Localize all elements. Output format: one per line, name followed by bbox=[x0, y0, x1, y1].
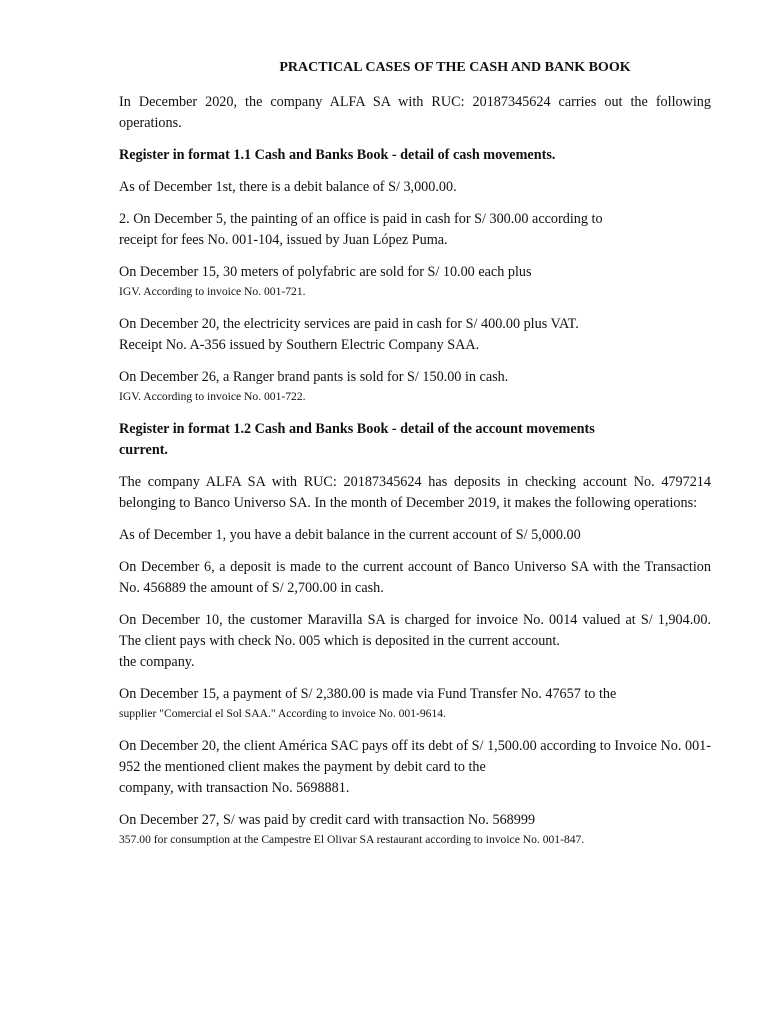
section2-intro: The company ALFA SA with RUC: 20187345624 has deposits in checking account No. 4797214 belonging to Banco Universo SA. In the month of December 2019, it makes the following operations: bbox=[119, 474, 711, 511]
section2-item-5-text: On December 20, the client América SAC pays off its debt of S/ 1,500.00 according to Invoice No. 001-952 the mentioned client makes the payment by debit card to the bbox=[119, 738, 711, 775]
section2-item-5 bbox=[119, 736, 711, 799]
section1-item-3 bbox=[119, 262, 711, 300]
section1-item-1: As of December 1st, there is a debit balance of S/ 3,000.00. bbox=[119, 179, 457, 195]
intro-paragraph: In December 2020, the company ALFA SA with RUC: 20187345624 carries out the following operations. bbox=[119, 94, 711, 131]
document-page bbox=[119, 58, 711, 848]
section2-item-5-tail: company, with transaction No. 5698881. bbox=[119, 780, 350, 796]
section2-item-1: As of December 1, you have a debit balance in the current account of S/ 5,000.00 bbox=[119, 527, 581, 543]
section2-item-2: On December 6, a deposit is made to the current account of Banco Universo SA with the Transaction No. 456889 the amount of S/ 2,700.00 in cash. bbox=[119, 559, 711, 596]
section1-item-4 bbox=[119, 314, 711, 356]
section2-heading-line1: Register in format 1.2 Cash and Banks Book - detail of the account movements bbox=[119, 421, 595, 437]
section2-item-4-line1: On December 15, a payment of S/ 2,380.00 is made via Fund Transfer No. 47657 to the bbox=[119, 686, 617, 702]
section2-item-4 bbox=[119, 684, 711, 722]
section1-item-4-line2: Receipt No. A-356 issued by Southern Electric Company SAA. bbox=[119, 337, 480, 353]
section1-heading: Register in format 1.1 Cash and Banks Book - detail of cash movements. bbox=[119, 147, 556, 163]
section2-item-6-line2: 357.00 for consumption at the Campestre El Olivar SA restaurant according to invoice No. 001-847. bbox=[119, 833, 585, 846]
section2-heading bbox=[119, 419, 711, 461]
section2-item-3-text: On December 10, the customer Maravilla SA is charged for invoice No. 0014 valued at S/ 1,904.00. The client pays with check No. 005 which is deposited in the current account. bbox=[119, 612, 711, 649]
section1-item-2-line2: receipt for fees No. 001-104, issued by Juan López Puma. bbox=[119, 232, 448, 248]
section1-item-5-line2: IGV. According to invoice No. 001-722. bbox=[119, 390, 306, 403]
section2-item-3 bbox=[119, 610, 711, 673]
section2-item-3-tail: the company. bbox=[119, 654, 195, 670]
section2-heading-line2: current. bbox=[119, 442, 168, 458]
document-title: PRACTICAL CASES OF THE CASH AND BANK BOOK bbox=[279, 60, 631, 75]
section1-item-4-line1: On December 20, the electricity services are paid in cash for S/ 400.00 plus VAT. bbox=[119, 316, 579, 332]
section1-item-5-line1: On December 26, a Ranger brand pants is sold for S/ 150.00 in cash. bbox=[119, 369, 509, 385]
section2-item-6-line1: On December 27, S/ was paid by credit card with transaction No. 568999 bbox=[119, 812, 536, 828]
section1-item-2 bbox=[119, 209, 711, 251]
section1-item-5 bbox=[119, 367, 711, 405]
section2-item-6 bbox=[119, 810, 711, 848]
section1-item-2-line1: 2. On December 5, the painting of an office is paid in cash for S/ 300.00 according to bbox=[119, 211, 603, 227]
section1-item-3-line1: On December 15, 30 meters of polyfabric are sold for S/ 10.00 each plus bbox=[119, 264, 532, 280]
section1-item-3-line2: IGV. According to invoice No. 001-721. bbox=[119, 285, 306, 298]
section2-item-4-line2: supplier "Comercial el Sol SAA." According to invoice No. 001-9614. bbox=[119, 707, 446, 720]
